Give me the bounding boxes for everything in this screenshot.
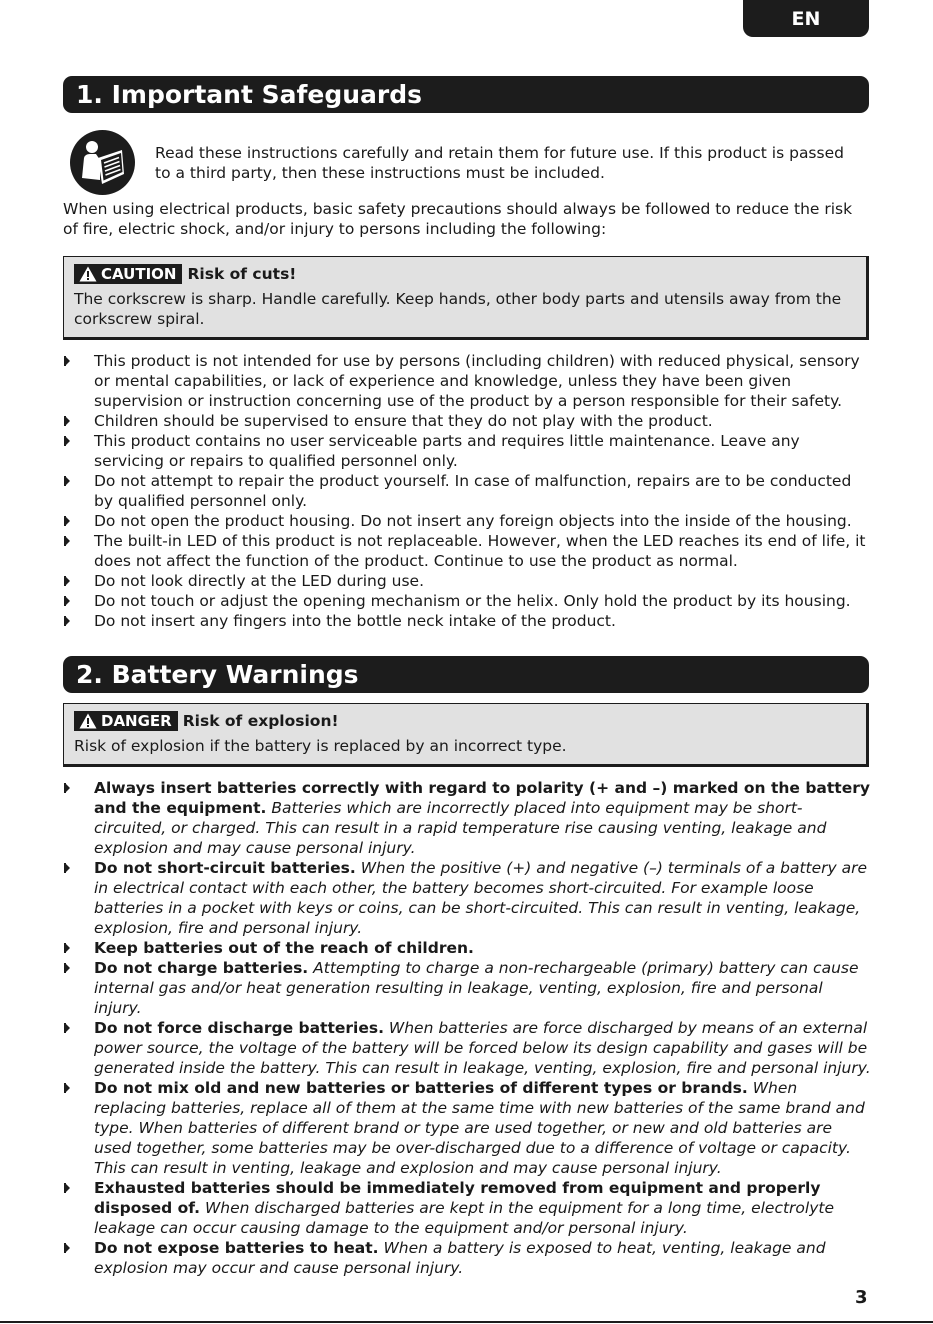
danger-heading: Risk of explosion! [182,712,339,730]
list-item: The built-in LED of this product is not replaceable. However, when the LED reaches its end of life, it does not affect the function of the product. Continue to use the product as normal. [63,531,871,571]
battery-warnings-list [63,778,871,1278]
intro-text: Read these instructions carefully and retain them for future use. If this product is passed to a third party, then these instructions must be included. [155,144,844,182]
danger-text: Risk of explosion if the battery is replaced by an incorrect type. [74,737,567,755]
warning-triangle-icon [79,266,97,282]
warning-bold-text: Keep batteries out of the reach of children. [94,939,474,957]
warning-detail-text: Attempting to charge a non-rechargeable (primary) battery can cause internal gas and/or heat generation resulting in leakage, venting, explosion, fire and personal injury. [94,959,859,1017]
danger-badge [74,711,178,731]
list-item: This product is not intended for use by persons (including children) with reduced physical, sensory or mental capabilities, or lack of experience and knowledge, unless they have been given supervision or instruction concerning use of the product by a person responsible for their safety. [63,351,871,411]
caution-badge [74,264,182,284]
warning-detail-text: When a battery is exposed to heat, venting, leakage and explosion may occur and cause personal injury. [94,1239,826,1277]
caution-heading: Risk of cuts! [187,265,297,283]
list-item [63,858,871,938]
warning-bold-text: Always insert batteries correctly with regard to polarity (+ and –) marked on the battery and the equipment. [94,779,870,817]
safeguards-list [63,351,871,631]
warning-bold-text: Do not force discharge batteries. [94,1019,384,1037]
warning-detail-text: When batteries are force discharged by means of an external power source, the voltage of the battery will be forced below its design capability and gases will be generated inside the battery. This can result in leakage, venting, explosion, fire and personal injury. [94,1019,871,1077]
warning-bold-text: Do not short-circuit batteries. [94,859,356,877]
section-title-battery-warnings: 2. Battery Warnings [63,656,869,693]
list-item [63,1018,871,1078]
caution-box [63,256,869,340]
warning-detail-text: When replacing batteries, replace all of them at the same time with new batteries of the same brand and type. When batteries of different brand or type are used together, or new and old batteries are used together, some batteries may be over-discharged due to a difference of voltage or capacity. This can result in venting, leakage and explosion and may cause personal injury. [94,1079,865,1177]
warning-bold-text: Do not expose batteries to heat. [94,1239,379,1257]
list-item: Do not look directly at the LED during use. [63,571,871,591]
warning-bold-text: Do not mix old and new batteries or batteries of different types or brands. [94,1079,748,1097]
danger-box [63,703,869,767]
list-item [63,1178,871,1238]
warning-detail-text: When discharged batteries are kept in the equipment for a long time, electrolyte leakage can occur causing damage to the equipment and/or personal injury. [94,1199,835,1237]
section-title-important-safeguards: 1. Important Safeguards [63,76,869,113]
caution-text: The corkscrew is sharp. Handle carefully. Keep hands, other body parts and utensils away from the corkscrew spiral. [74,290,842,328]
list-item: Children should be supervised to ensure that they do not play with the product. [63,411,871,431]
warning-detail-text: Batteries which are incorrectly placed into equipment may be short-circuited, or charged. This can result in a rapid temperature rise causing venting, leakage and explosion and may cause personal injury. [94,799,827,857]
list-item [63,938,871,958]
danger-label: DANGER [101,712,172,730]
list-item: Do not attempt to repair the product yourself. In case of malfunction, repairs are to be conducted by qualified personnel only. [63,471,871,511]
list-item [63,958,871,1018]
list-item [63,1078,871,1178]
language-tab: EN [743,0,869,37]
manual-reading-icon [70,130,135,195]
warning-bold-text: Do not charge batteries. [94,959,309,977]
list-item: This product contains no user serviceable parts and requires little maintenance. Leave any servicing or repairs to qualified personnel only. [63,431,871,471]
warning-detail-text: When the positive (+) and negative (–) terminals of a battery are in electrical contact with each other, the battery becomes short-circuited. For example loose batteries in a pocket with keys or coins, can be short-circuited. This can result in venting, leakage, explosion, fire and personal injury. [94,859,868,937]
list-item [63,1238,871,1278]
bottom-rule [0,1321,933,1323]
warning-bold-text: Exhausted batteries should be immediately removed from equipment and properly disposed of. [94,1179,821,1217]
safety-intro-paragraph: When using electrical products, basic safety precautions should always be followed to reduce the risk of fire, electric shock, and/or injury to persons including the following: [63,200,853,238]
caution-label: CAUTION [101,265,177,283]
list-item: Do not open the product housing. Do not insert any foreign objects into the inside of the housing. [63,511,871,531]
warning-triangle-icon [79,713,97,729]
list-item [63,778,871,858]
list-item: Do not insert any fingers into the bottle neck intake of the product. [63,611,871,631]
list-item: Do not touch or adjust the opening mechanism or the helix. Only hold the product by its housing. [63,591,871,611]
page-number: 3 [855,1287,868,1308]
